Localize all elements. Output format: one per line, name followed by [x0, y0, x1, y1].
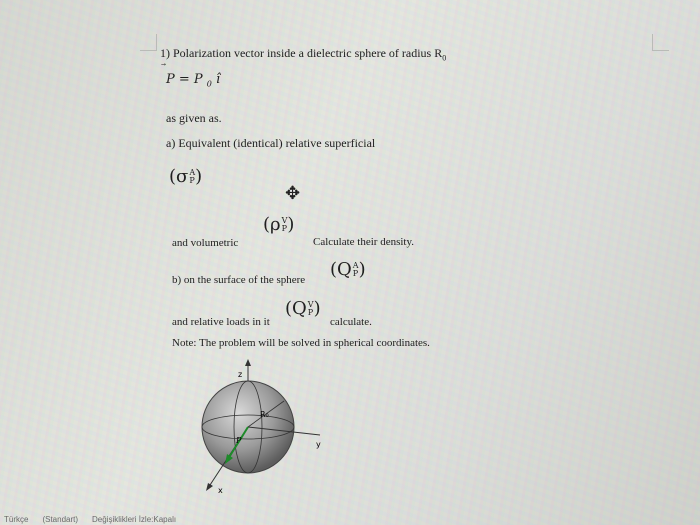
qa-sup: A	[352, 261, 359, 270]
note-text: Note: The problem will be solved in spherical coordinates.	[172, 337, 430, 349]
vector-formula-unit: î	[216, 72, 221, 87]
vector-formula	[166, 72, 220, 89]
calc-density-text: Calculate their density.	[313, 236, 415, 248]
qa-sub: P	[352, 269, 359, 278]
rho-symbol: (ρ V P )	[263, 214, 295, 235]
x-axis-arrowhead	[206, 483, 213, 491]
z-axis-arrowhead	[245, 359, 251, 366]
vector-formula-sub: 0	[206, 79, 212, 89]
rho-sup: V	[281, 216, 288, 225]
qv-sub: P	[307, 308, 314, 317]
status-language[interactable]: Türkçe	[4, 514, 29, 524]
y-axis-label: y	[316, 440, 321, 449]
corner-mark-top-left	[140, 34, 157, 51]
z-axis-label: z	[238, 370, 243, 379]
qa-symbol: (Q A P )	[330, 259, 366, 280]
volumetric-label: and volumetric	[172, 237, 239, 249]
sigma-symbol: (σ A P )	[169, 166, 203, 187]
part-b-text: b) on the surface of the sphere	[172, 274, 306, 286]
move-icon[interactable]: ✥	[285, 183, 301, 204]
problem-title	[160, 46, 446, 62]
x-axis-label: x	[218, 486, 223, 495]
rho-symbol-text: (ρ	[263, 214, 281, 235]
as-given-text: as given as.	[166, 111, 222, 125]
qa-symbol-text: (Q	[330, 259, 352, 280]
sigma-sub: P	[189, 176, 195, 185]
rho-sub: P	[281, 224, 287, 233]
status-style[interactable]: (Standart)	[42, 514, 79, 524]
qv-symbol: (Q V P )	[285, 298, 321, 319]
sigma-sup: A	[189, 168, 196, 177]
radius-label: R₀	[260, 410, 269, 419]
polarization-label: P	[236, 436, 242, 445]
relative-loads-text: and relative loads in it	[172, 316, 270, 328]
sigma-symbol-text: (σ	[169, 166, 189, 187]
corner-mark-top-right	[652, 34, 669, 51]
vector-formula-text: P = P	[166, 72, 203, 87]
problem-title-text: 1) Polarization vector inside a dielectric sphere of radius R	[160, 46, 443, 60]
problem-title-sub: 0	[442, 53, 447, 63]
sphere-diagram	[180, 355, 330, 505]
part-a-text: a) Equivalent (identical) relative superficial	[166, 136, 376, 150]
qv-sup: V	[307, 300, 314, 309]
calculate-text: calculate.	[330, 316, 372, 328]
qv-symbol-text: (Q	[285, 298, 307, 319]
status-track-changes[interactable]: Değişiklikleri İzle:Kapalı	[92, 514, 177, 524]
status-bar	[0, 513, 264, 525]
